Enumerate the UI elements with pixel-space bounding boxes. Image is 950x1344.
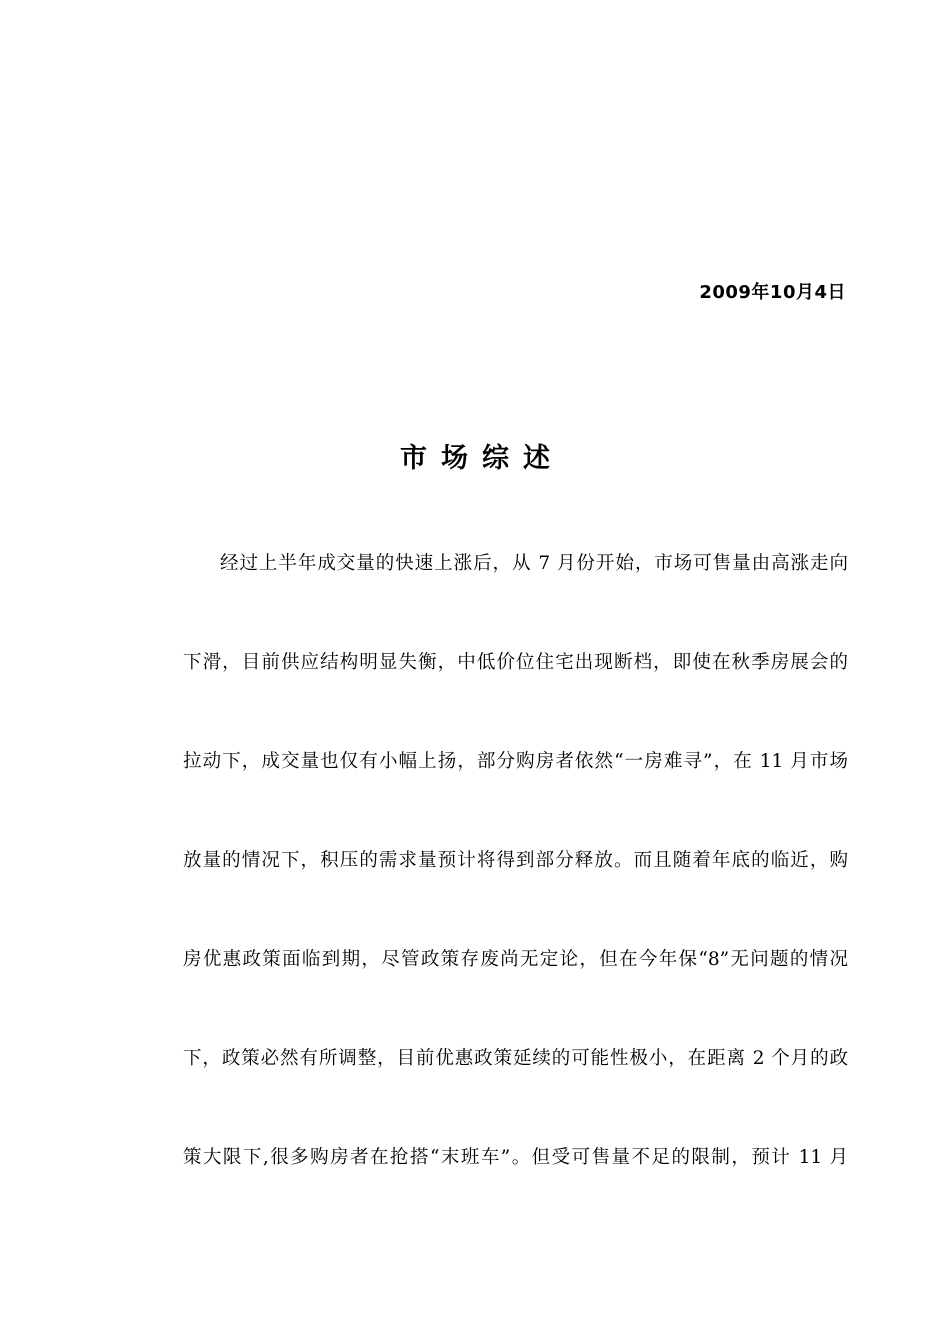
paragraph-line: 放量的情况下，积压的需求量预计将得到部分释放。而且随着年底的临近，购: [183, 850, 848, 871]
paragraph-line: 房优惠政策面临到期，尽管政策存废尚无定论，但在今年保“8”无问题的情况: [183, 949, 848, 970]
document-date: 2009年10月4日: [699, 282, 846, 303]
paragraph-line: 拉动下，成交量也仅有小幅上扬，部分购房者依然“一房难寻”，在 11 月市场: [183, 751, 848, 772]
document-title: 市场综述: [400, 443, 564, 474]
paragraph-line: 下滑，目前供应结构明显失衡，中低价位住宅出现断档，即使在秋季房展会的: [183, 652, 848, 673]
paragraph-line: 下，政策必然有所调整，目前优惠政策延续的可能性极小，在距离 2 个月的政: [183, 1048, 848, 1069]
paragraph-line: 经过上半年成交量的快速上涨后，从 7 月份开始，市场可售量由高涨走向: [220, 553, 848, 574]
body-paragraph: [183, 550, 848, 1243]
paragraph-line: 策大限下,很多购房者在抢搭“末班车”。但受可售量不足的限制，预计 11 月: [183, 1147, 848, 1168]
